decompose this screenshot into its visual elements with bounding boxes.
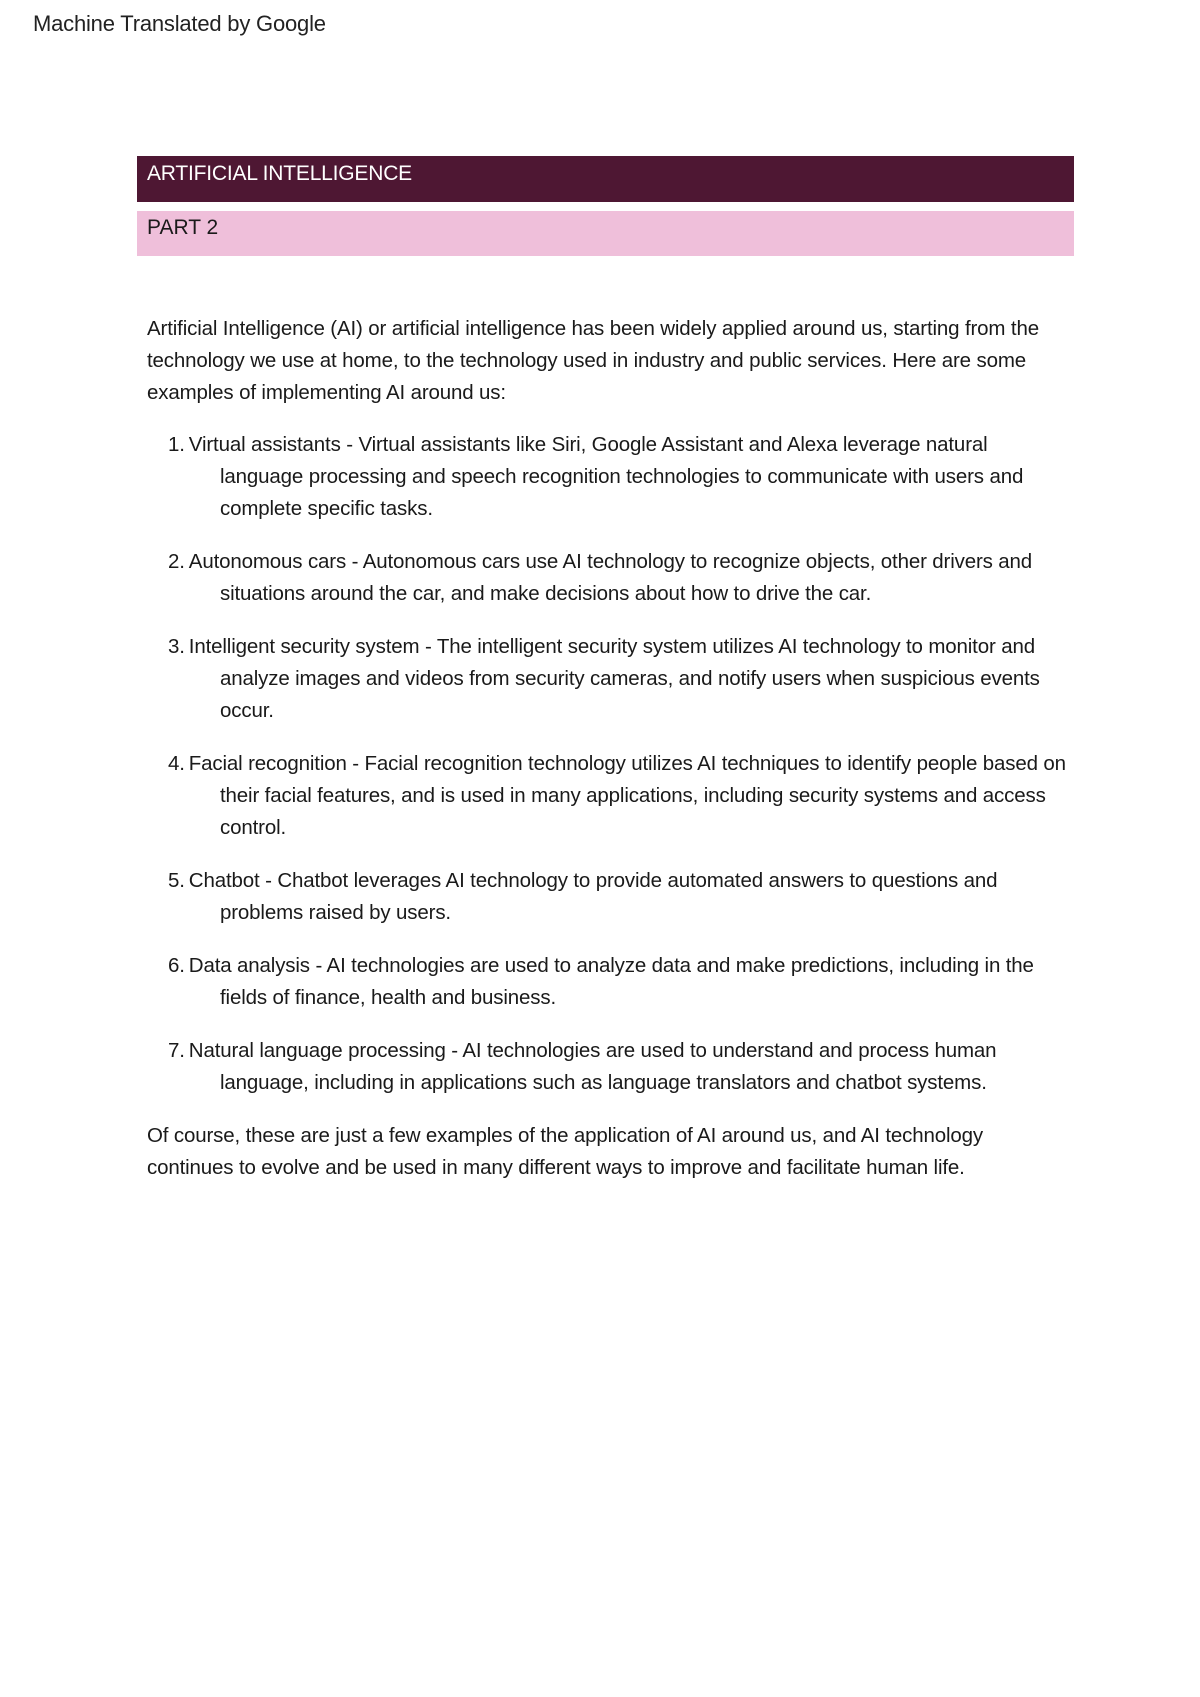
list-item-number: 7.	[168, 1039, 185, 1062]
list-item-text: Intelligent security system - The intelligent security system utilizes AI technology to monitor and analyze images and videos from security cameras, and notify users when suspicious events occur.	[188, 635, 1040, 722]
list-item	[147, 1035, 1067, 1099]
list-item-number: 1.	[168, 433, 185, 456]
list-item-text: Facial recognition - Facial recognition technology utilizes AI techniques to identify people based on their facial features, and is used in many applications, including security systems and access control.	[188, 752, 1066, 839]
list-item-text: Natural language processing - AI technologies are used to understand and process human language, including in applications such as language translators and chatbot systems.	[188, 1039, 997, 1094]
list-item-text: Virtual assistants - Virtual assistants like Siri, Google Assistant and Alexa leverage natural language processing and speech recognition technologies to communicate with users and complete specific tasks.	[188, 433, 1024, 520]
list-item-number: 2.	[168, 550, 185, 573]
list-item-number: 5.	[168, 869, 185, 892]
document-subtitle: PART 2	[147, 216, 219, 239]
list-item-number: 4.	[168, 752, 185, 775]
list-item	[147, 950, 1067, 1014]
examples-list	[147, 429, 1067, 1099]
list-item	[147, 748, 1067, 844]
title-band	[137, 156, 1074, 202]
subtitle-band	[137, 211, 1074, 256]
list-item	[147, 429, 1067, 525]
document-body	[147, 313, 1067, 1184]
closing-paragraph: Of course, these are just a few examples of the application of AI around us, and AI technology continues to evolve and be used in many different ways to improve and facilitate human life.	[147, 1124, 984, 1179]
list-item-text: Autonomous cars - Autonomous cars use AI technology to recognize objects, other drivers and situations around the car, and make decisions about how to drive the car.	[188, 550, 1033, 605]
document-title: ARTIFICIAL INTELLIGENCE	[147, 162, 412, 185]
list-item-text: Chatbot - Chatbot leverages AI technology to provide automated answers to questions and problems raised by users.	[188, 869, 998, 924]
list-item	[147, 546, 1067, 610]
machine-translation-label: Machine Translated by Google	[33, 11, 326, 36]
list-item	[147, 865, 1067, 929]
list-item-number: 6.	[168, 954, 185, 977]
list-item-number: 3.	[168, 635, 185, 658]
list-item-text: Data analysis - AI technologies are used to analyze data and make predictions, including in the fields of finance, health and business.	[188, 954, 1034, 1009]
intro-paragraph: Artificial Intelligence (AI) or artificial intelligence has been widely applied around us, starting from the technology we use at home, to the technology used in industry and public services. Here are some examples of implementing AI around us:	[147, 317, 1039, 404]
list-item	[147, 631, 1067, 727]
